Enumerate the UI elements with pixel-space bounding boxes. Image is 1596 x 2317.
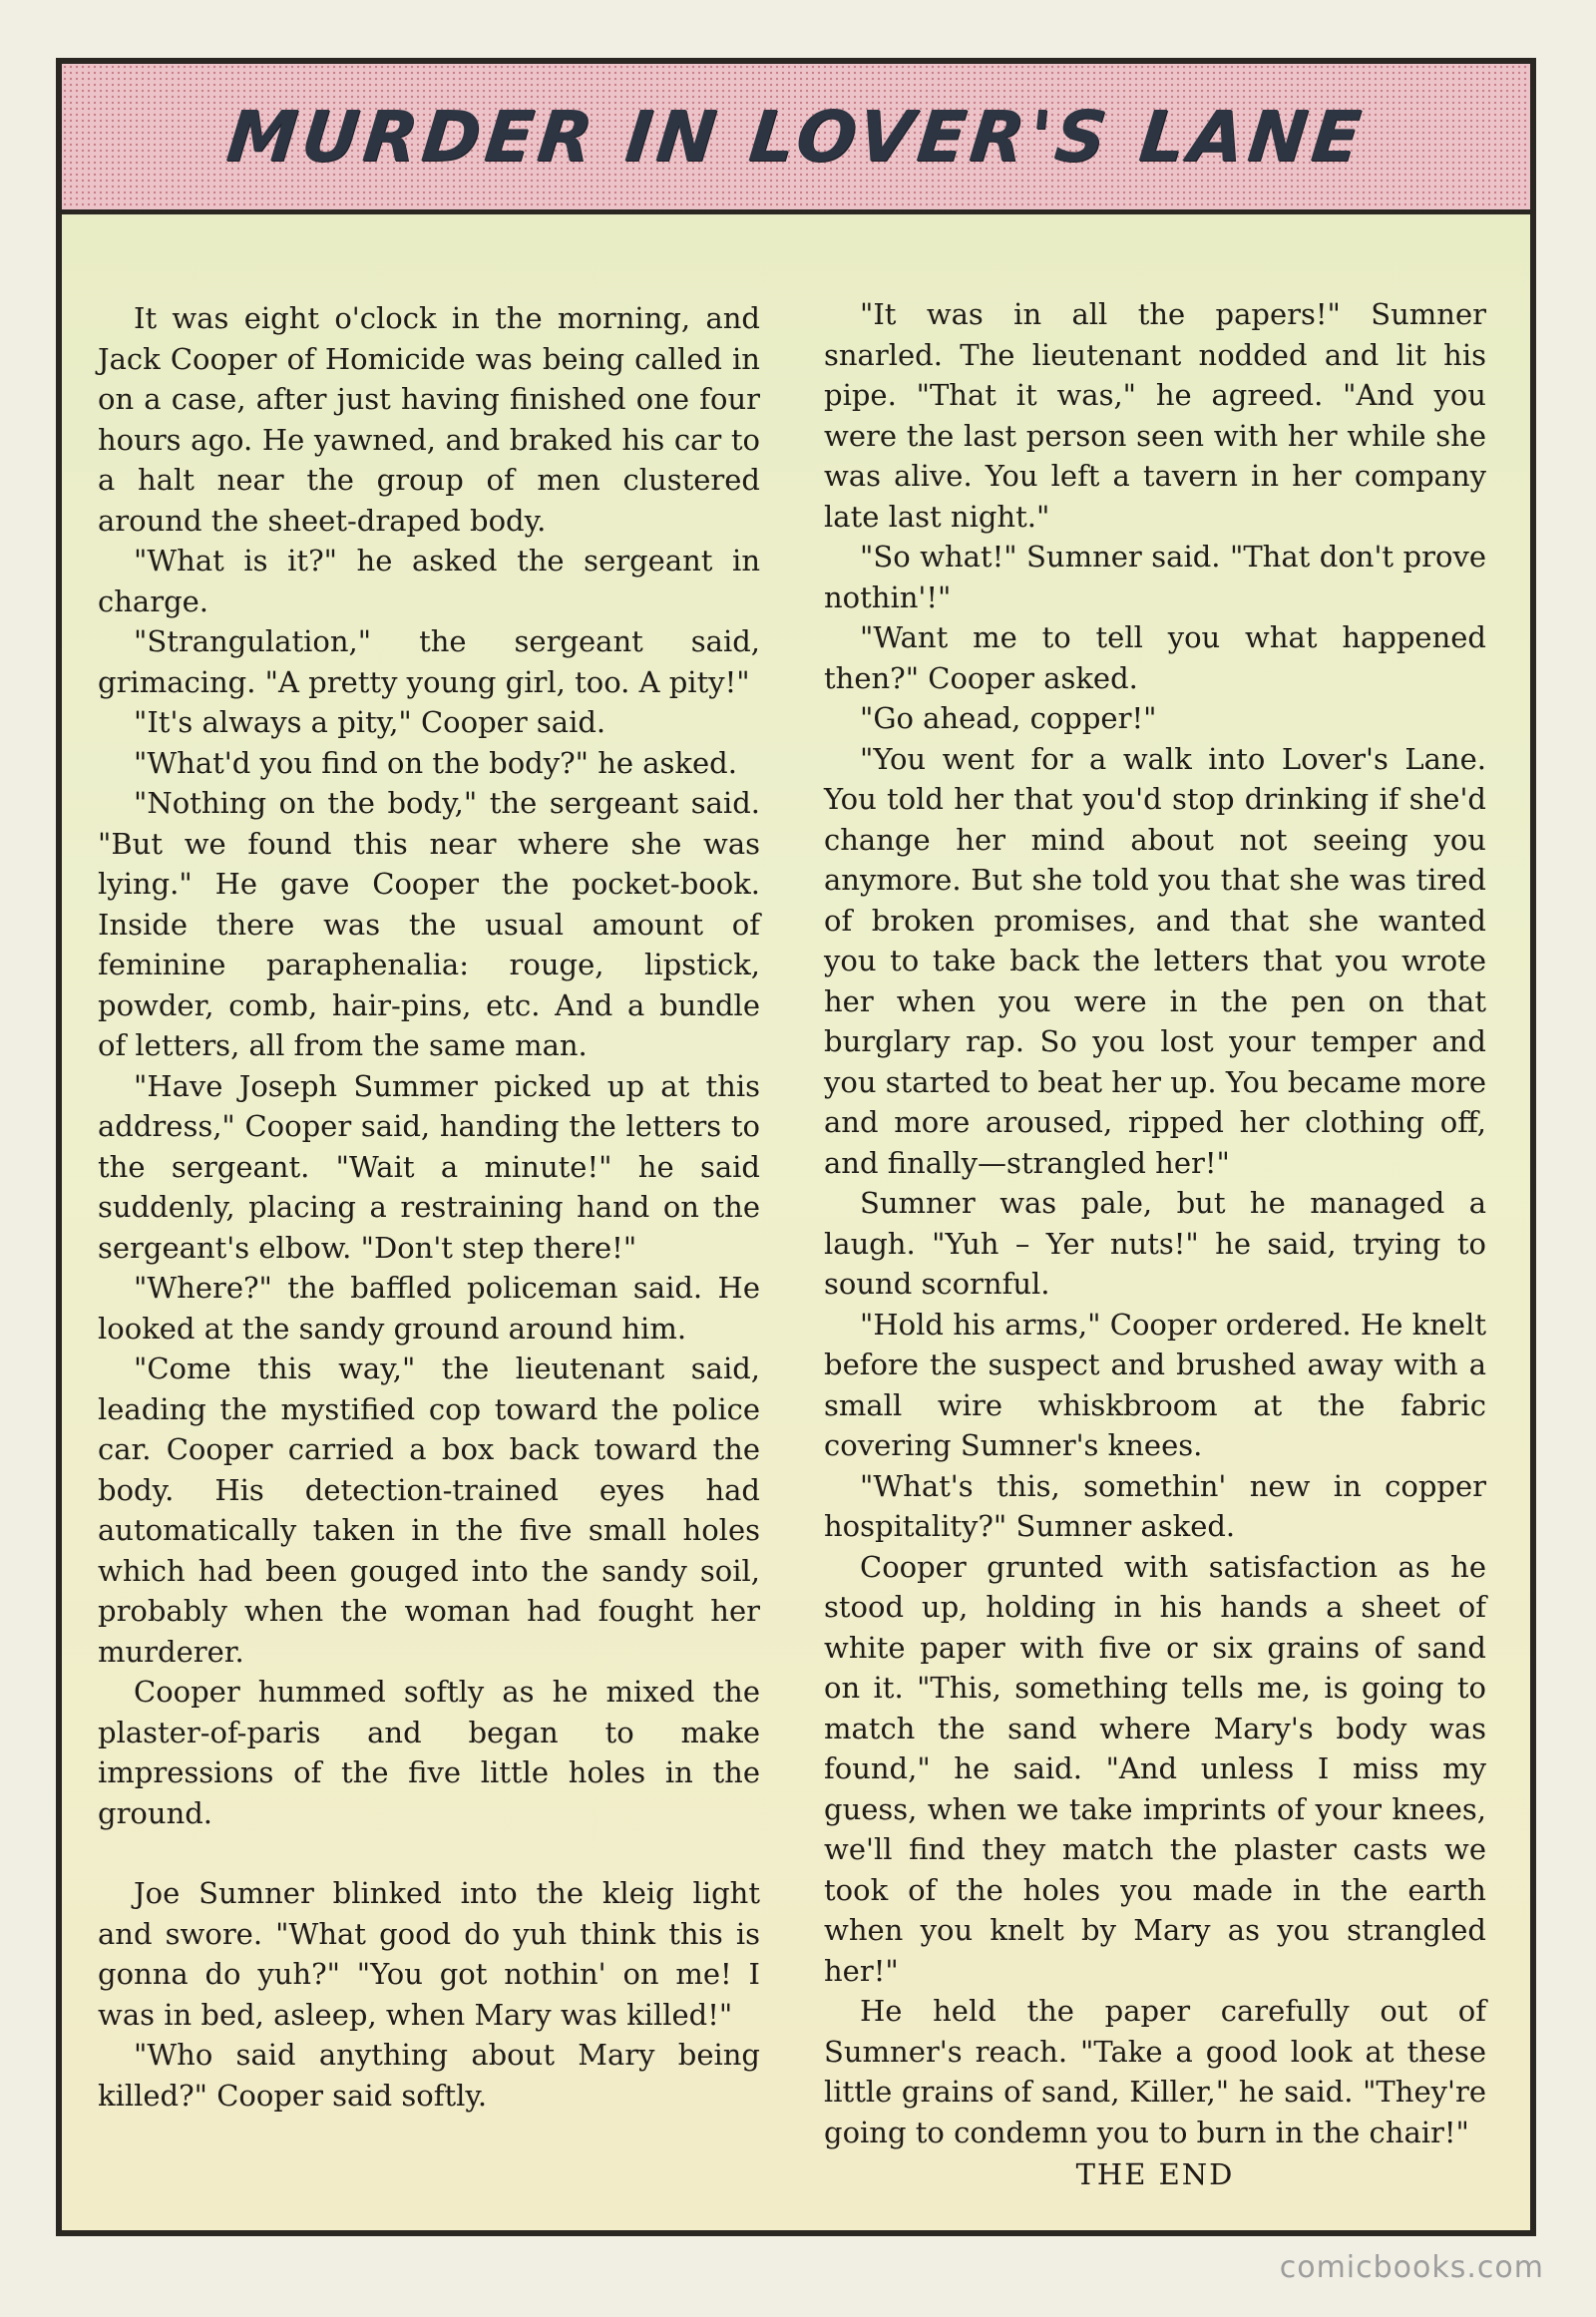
paragraph: "Go ahead, copper!" (860, 701, 1157, 735)
paragraph: "It's always a pity," Cooper said. (134, 705, 606, 739)
paragraph: He held the paper carefully out of Sumner's reach. "Take a good look at these little grains of sand, Killer," he said. "They're going to condemn you to burn in the chair!" (824, 1994, 1486, 2149)
paragraph: "Come this way," the lieutenant said, leading the mystified cop toward the police car. Cooper carried a box back toward the body. His detection-trained eyes had automatically taken in the five small holes which had been gouged into the sandy soil, probably when the woman had fought her murderer. (98, 1352, 760, 1669)
paragraph: Cooper hummed softly as he mixed the plaster-of-paris and began to make impressions of the five little holes in the ground. (98, 1675, 760, 1830)
paragraph: "So what!" Sumner said. "That don't prove nothin'!" (824, 540, 1486, 614)
story-title: MURDER IN LOVER'S LANE (222, 96, 1370, 178)
paragraph: "What's this, somethin' new in copper hospitality?" Sumner asked. (824, 1468, 1486, 1543)
paragraph: "You went for a walk into Lover's Lane. You told her that you'd stop drinking if she'd change her mind about not seeing you anymore. But she told you that she was tired of broken promises, and that she wanted you to take back the letters that you wrote her when you were in the pen on that burglary rap. So you lost your temper and you started to beat her up. You became more and more aroused, ripped her clothing off, and finally—strangled her!" (824, 741, 1486, 1180)
right-column (824, 294, 1486, 2195)
paragraph: "Who said anything about Mary being killed?" Cooper said softly. (98, 2038, 760, 2113)
paragraph: "Where?" the baffled policeman said. He looked at the sandy ground around him. (98, 1271, 760, 1346)
paragraph: Joe Sumner blinked into the kleig light and swore. "What good do yuh think this is gonna do yuh?" "You got nothin' on me! I was in bed, asleep, when Mary was killed!" (98, 1876, 760, 2032)
source-watermark: comicbooks.com (1279, 2250, 1544, 2285)
title-banner (62, 64, 1530, 214)
paragraph: "Strangulation," the sergeant said, grimacing. "A pretty young girl, too. A pity!" (98, 624, 760, 699)
story-body (62, 214, 1530, 2230)
paragraph: Cooper grunted with satisfaction as he stood up, holding in his hands a sheet of white paper with five or six grains of sand on it. "This, something tells me, is going to match the sand where Mary's body was found," he said. "And unless I miss my guess, when we take imprints of your knees, we'll find they match the plaster casts we took of the holes you made in the earth when you knelt by Mary as you strangled her!" (824, 1549, 1486, 1988)
paragraph: "Hold his arms," Cooper ordered. He knelt before the suspect and brushed away with a small wire whiskbroom at the fabric covering Sumner's knees. (824, 1307, 1486, 1462)
paragraph: "Nothing on the body," the sergeant said. "But we found this near where she was lying." He gave Cooper the pocket-book. Inside there was the usual amount of feminine paraphenalia: rouge, lipstick, powder, comb, hair-pins, etc. And a bundle of letters, all from the same man. (98, 786, 760, 1062)
paragraph: "What'd you find on the body?" he asked. (134, 745, 737, 780)
paragraph: Sumner was pale, but he managed a laugh. "Yuh – Yer nuts!" he said, trying to sound scornful. (824, 1186, 1486, 1301)
story-page-frame (56, 58, 1536, 2236)
paragraph: "It was in all the papers!" Sumner snarled. The lieutenant nodded and lit his pipe. "That it was," he agreed. "And you were the last person seen with her while she was alive. You left a tavern in her company late last night." (824, 297, 1486, 534)
paragraph: "Want me to tell you what happened then?" Cooper asked. (824, 620, 1486, 695)
left-column (98, 298, 760, 2116)
paragraph: "What is it?" he asked the sergeant in charge. (98, 544, 760, 618)
paragraph: "Have Joseph Summer picked up at this address," Cooper said, handing the letters to the sergeant. "Wait a minute!" he said suddenly, placing a restraining hand on the sergeant's elbow. "Don't step there!" (98, 1068, 760, 1265)
paragraph: It was eight o'clock in the morning, and Jack Cooper of Homicide was being called in on a case, after just having finished one four hours ago. He yawned, and braked his car to a halt near the group of men clustered around the sheet-draped body. (98, 301, 760, 538)
the-end-label: THE END (1075, 2157, 1235, 2191)
